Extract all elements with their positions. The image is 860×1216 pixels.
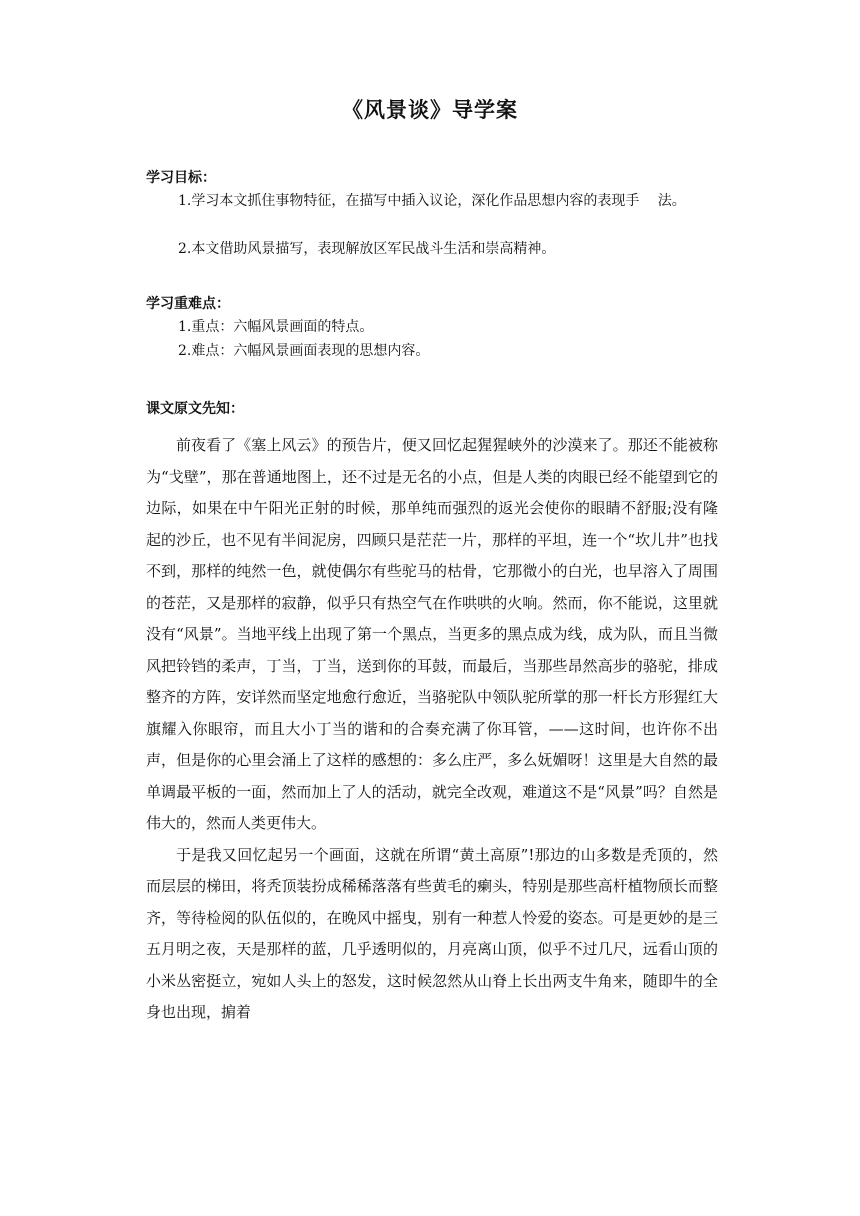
preview-heading: 课文原文先知： <box>146 401 244 417</box>
preview-text <box>146 430 718 1029</box>
key-point-item-1: 1.重点：六幅风景画面的特点。 <box>178 319 374 335</box>
objective-item-2: 2.本文借助风景描写，表现解放区军民战斗生活和崇高精神。 <box>178 241 556 257</box>
key-point-item-2: 2.难点：六幅风景画面表现的思想内容。 <box>178 343 430 359</box>
objectives-heading: 学习目标： <box>146 170 216 186</box>
key-points-heading: 学习重难点： <box>146 296 230 312</box>
objective-item-1: 1.学习本文抓住事物特征，在描写中插入议论，深化作品思想内容的表现手 法。 <box>178 193 686 209</box>
document-title: 《风景谈》导学案 <box>342 98 518 122</box>
preview-paragraph-1: 前夜看了《塞上风云》的预告片，便又回忆起猩猩峡外的沙漠来了。那还不能被称为“戈壁”，那在普通地图上，还不过是无名的小点，但是人类的肉眼已经不能望到它的边际，如果在中午阳光正射的时候，那单纯而强烈的返光会使你的眼睛不舒服;没有隆起的沙丘，也不见有半间泥房，四顾只是茫茫一片，那样的平坦，连一个“坎儿井”也找不到，那样的纯然一色，就使偶尔有些驼马的枯骨，它那微小的白光，也早溶入了周围的苍茫，又是那样的寂静，似乎只有热空气在作哄哄的火响。然而，你不能说，这里就没有“风景”。当地平线上出现了第一个黑点，当更多的黑点成为线，成为队，而且当微风把铃铛的柔声，丁当，丁当，送到你的耳鼓，而最后，当那些昂然高步的骆驼，排成整齐的方阵，安详然而坚定地愈行愈近，当骆驼队中领队驼所掌的那一杆长方形猩红大旗耀入你眼帘，而且大小丁当的谐和的合奏充满了你耳管，——这时间，也许你不出声，但是你的心里会涌上了这样的感想的：多么庄严，多么妩媚呀！这里是大自然的最单调最平板的一面，然而加上了人的活动，就完全改观，难道这不是“风景”吗？自然是伟大的，然而人类更伟大。 <box>146 436 718 832</box>
preview-paragraph-2: 于是我又回忆起另一个画面，这就在所谓“黄土高原”!那边的山多数是秃顶的，然而层层的梯田，将秃顶装扮成稀稀落落有些黄毛的瘌头，特别是那些高杆植物颀长而整齐，等待检阅的队伍似的，在晚风中摇曳，别有一种惹人怜爱的姿态。可是更妙的是三五月明之夜，天是那样的蓝，几乎透明似的，月亮离山顶，似乎不过几尺，远看山顶的小米丛密挺立，宛如人头上的怒发，这时候忽然从山脊上长出两支牛角来，随即牛的全身也出现，掮着 <box>146 845 718 1021</box>
